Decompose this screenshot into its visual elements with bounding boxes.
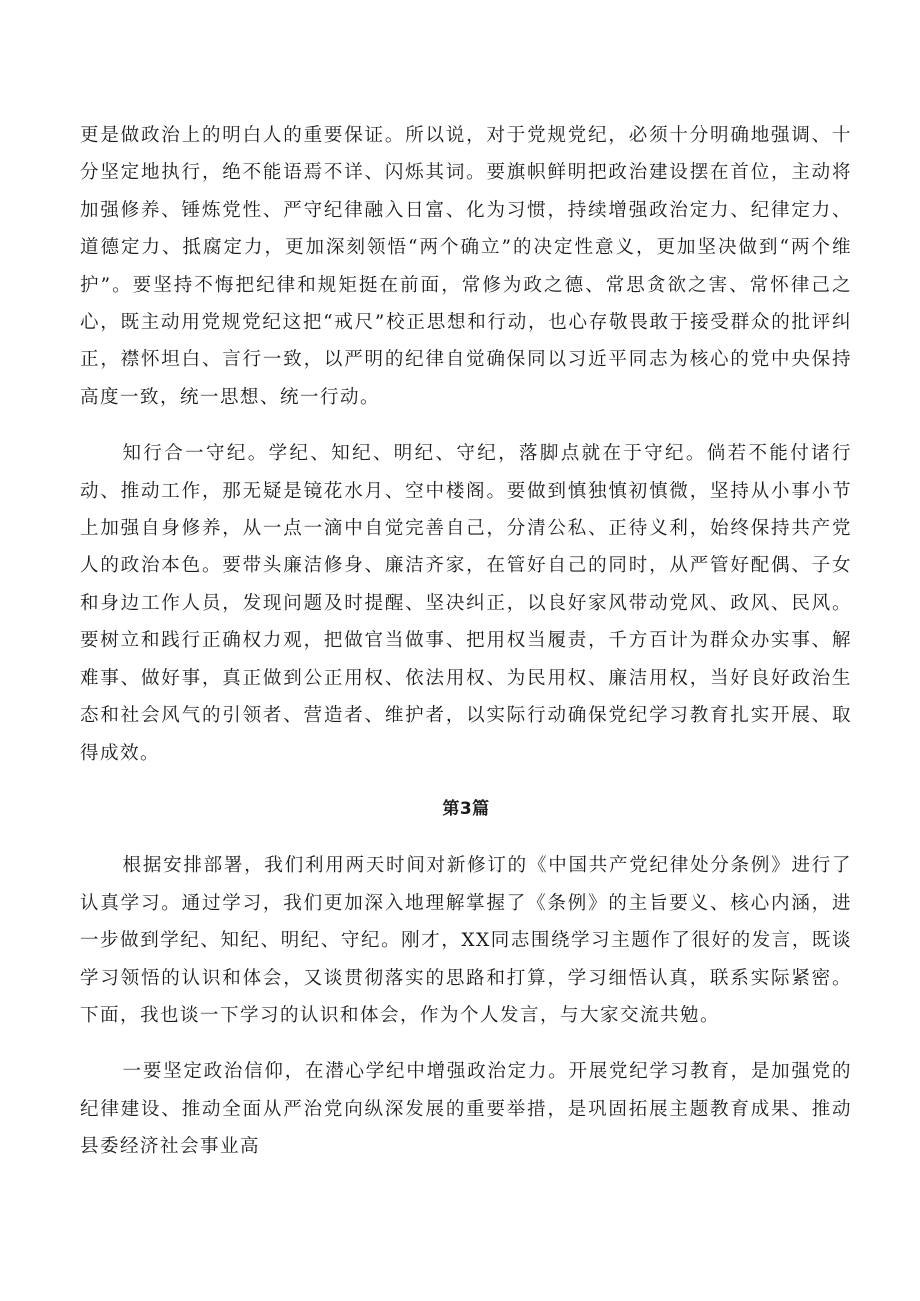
paragraph-4: 一要坚定政治信仰，在潜心学纪中增强政治定力。开展党纪学习教育，是加强党的纪律建设、推动全面从严治党向纵深发展的重要举措，是巩固拓展主题教育成果、推动县委经济社会事业高: [80, 1061, 852, 1158]
section-heading: 第3篇: [442, 798, 490, 819]
paragraph-2: 知行合一守纪。学纪、知纪、明纪、守纪，落脚点就在于守纪。倘若不能付诸行动、推动工作，那无疑是镜花水月、空中楼阁。要做到慎独慎初慎微，坚持从小事小节上加强自身修养，从一点一滴中自觉完善自己，分清公私、正待义利，始终保持共产党人的政治本色。要带头廉洁修身、廉洁齐家，在管好自己的同时，从严管好配偶、子女和身边工作人员，发现问题及时提醒、坚决纠正，以良好家风带动党风、政风、民风。要树立和践行正确权力观，把做官当做事、把用权当履责，千方百计为群众办实事、解难事、做好事，真正做到公正用权、依法用权、为民用权、廉洁用权，当好良好政治生态和社会风气的引领者、营造者、维护者，以实际行动确保党纪学习教育扎实开展、取得成效。: [80, 443, 852, 764]
paragraph-1: 更是做政治上的明白人的重要保证。所以说，对于党规党纪，必须十分明确地强调、十分坚定地执行，绝不能语焉不详、闪烁其词。要旗帜鲜明把政治建设摆在首位，主动将加强修养、锤炼党性、严守纪律融入日富、化为习惯，持续增强政治定力、纪律定力、道德定力、抵腐定力，更加深刻领悟“两个确立”的决定性意义，更加坚决做到“两个维护”。要坚持不悔把纪律和规矩挺在前面，常修为政之德、常思贪欲之害、常怀律己之心，既主动用党规党纪这把“戒尺”校正思想和行动，也心存敬畏敢于接受群众的批评纠正，襟怀坦白、言行一致，以严明的纪律自觉确保同以习近平同志为核心的党中央保持高度一致，统一思想、统一行动。: [80, 125, 852, 408]
paragraph-3: 根据安排部署，我们利用两天时间对新修订的《中国共产党纪律处分条例》进行了认真学习。通过学习，我们更加深入地理解掌握了《条例》的主旨要义、核心内涵，进一步做到学纪、知纪、明纪、守纪。刚才，XX同志围绕学习主题作了很好的发言，既谈学习领悟的认识和体会，又谈贯彻落实的思路和打算，学习细悟认真，联系实际紧密。下面，我也谈一下学习的认识和体会，作为个人发言，与大家交流共勉。: [80, 855, 852, 1026]
document-page: [80, 117, 852, 1166]
